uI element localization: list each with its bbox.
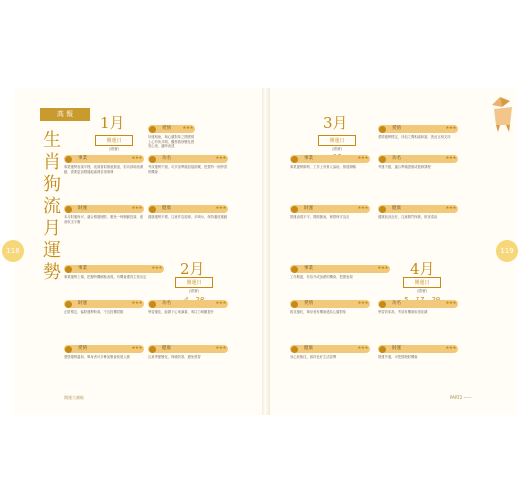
card-title: 功名 xyxy=(162,156,171,161)
clover-icon xyxy=(149,346,156,353)
fortune-card xyxy=(64,155,144,189)
card-text: 考運不錯，適合準備證照或進修課程 xyxy=(378,165,431,169)
month-title: 3月 xyxy=(323,114,348,132)
lucky-label: 開運日 xyxy=(403,277,441,288)
clover-icon xyxy=(379,206,386,213)
card-text: 健康運勢平穩，注意作息規律，多喝水，保持適度運動 xyxy=(148,215,228,219)
lucky-small: (國曆) xyxy=(189,289,199,293)
card-stars: ★★★ xyxy=(357,346,368,351)
clover-icon xyxy=(291,346,298,353)
origami-dog-icon xyxy=(488,95,516,133)
fortune-card xyxy=(64,265,164,299)
card-title: 健康 xyxy=(162,206,171,211)
card-title: 財運 xyxy=(78,301,87,306)
fortune-card xyxy=(290,155,370,189)
card-text: 財運亨通，可把握理財機會 xyxy=(378,355,418,359)
card-title: 愛情 xyxy=(162,126,171,131)
card-title: 財運 xyxy=(392,346,401,351)
coin-icon xyxy=(379,346,386,353)
fortune-card xyxy=(378,155,458,189)
heart-icon xyxy=(291,301,298,308)
card-stars: ★★★ xyxy=(131,301,142,306)
footer-left: 開運大補帖 xyxy=(64,395,84,400)
card-text: 愛情運勢溫和，單身者可多參加聚會拓展人脈 xyxy=(64,355,130,359)
card-text: 身心狀態佳，維持良好生活習慣 xyxy=(290,355,337,359)
card-title: 健康 xyxy=(162,346,171,351)
fortune-card xyxy=(64,205,144,239)
heart-icon xyxy=(65,346,72,353)
card-stars: ★★★ xyxy=(445,206,456,211)
coin-icon xyxy=(65,206,72,213)
card-text: 健康狀況良好，注意腸胃保養，飲食清淡 xyxy=(378,215,438,219)
card-title: 財運 xyxy=(78,206,87,211)
crown-icon xyxy=(291,266,298,273)
pen-icon xyxy=(379,301,386,308)
card-title: 愛情 xyxy=(304,301,313,306)
clover-icon xyxy=(149,206,156,213)
pen-icon xyxy=(149,156,156,163)
card-text: 注意季節變化，保暖防寒，避免感冒 xyxy=(148,355,201,359)
fortune-card xyxy=(378,300,458,334)
book-gutter xyxy=(262,88,270,415)
fortune-card xyxy=(148,300,228,334)
card-text: 愛情運勢穩定，伴侶之間相處和諧，彼此互相支持 xyxy=(378,135,451,139)
page-number-right: 119 xyxy=(496,240,518,262)
lucky-label: 開運日 xyxy=(175,277,213,288)
card-title: 健康 xyxy=(304,346,313,351)
card-stars: ★★★ xyxy=(215,156,226,161)
fortune-card xyxy=(64,345,144,379)
lucky-label: 開運日 xyxy=(95,135,133,146)
card-title: 功名 xyxy=(162,301,171,306)
card-title: 功名 xyxy=(392,301,401,306)
card-title: 事業 xyxy=(304,266,313,271)
lucky-small: (國曆) xyxy=(332,147,342,151)
card-stars: ★★★ xyxy=(215,301,226,306)
card-text: 財運表現平平，開源節流，理財保守為宜 xyxy=(290,215,350,219)
section-tab: 高 報 xyxy=(40,108,90,121)
card-text: 正財穩定，偏財運勢較弱，不宜投機冒險 xyxy=(64,310,124,314)
card-text: 學習效率高，考試有機會取得佳績 xyxy=(378,310,428,314)
card-title: 事業 xyxy=(304,156,313,161)
coin-icon xyxy=(291,206,298,213)
vertical-title: 生肖狗流月運勢 xyxy=(43,130,61,283)
card-stars: ★★★ xyxy=(182,126,193,131)
card-title: 事業 xyxy=(78,266,87,271)
card-title: 健康 xyxy=(392,206,401,211)
card-text: 事業運勢表現平穩，表面看似無風無浪，但內部暗流湧動，需要更加穩健地處理各項事務 xyxy=(64,165,144,174)
fortune-card xyxy=(290,345,370,379)
month-title: 4月 xyxy=(410,260,435,278)
card-title: 愛情 xyxy=(78,346,87,351)
fortune-card xyxy=(290,265,390,299)
card-stars: ★★★ xyxy=(445,301,456,306)
card-text: 事業運勢順利，工作上有貴人協助，推展順暢 xyxy=(290,165,356,169)
card-stars: ★★★ xyxy=(131,156,142,161)
card-text: 學習運佳，能靜下心來讀書，專注力明顯提升 xyxy=(148,310,214,314)
card-stars: ★★★ xyxy=(445,346,456,351)
card-text: 桃花運旺，單身者有機會遇見心儀對象 xyxy=(290,310,347,314)
heart-icon xyxy=(149,126,156,133)
fortune-card xyxy=(148,155,228,189)
card-text: 本月財運尚可，適合穩健理財，避免一時衝動投資，留意收支平衡 xyxy=(64,215,144,224)
fortune-card xyxy=(148,205,228,239)
card-stars: ★★★ xyxy=(151,266,162,271)
month-title: 1月 xyxy=(100,114,125,132)
card-text: 考試運勢不錯，可多加準備迎接挑戰，把握每一個學習的機會 xyxy=(148,165,228,174)
fortune-card xyxy=(378,345,458,379)
fortune-card xyxy=(64,300,144,334)
card-stars: ★★★ xyxy=(215,346,226,351)
card-stars: ★★★ xyxy=(215,206,226,211)
lucky-small: (國曆) xyxy=(417,289,427,293)
card-title: 事業 xyxy=(78,156,87,161)
fortune-card xyxy=(378,125,458,159)
card-stars: ★★★ xyxy=(377,266,388,271)
crown-icon xyxy=(65,266,72,273)
fortune-card xyxy=(148,125,195,159)
footer-right: PART2 —— xyxy=(450,395,472,400)
card-text: 事業運勢上揚，把握時機積極表現，有機會獲得主管肯定 xyxy=(64,275,147,279)
card-stars: ★★★ xyxy=(445,126,456,131)
card-stars: ★★★ xyxy=(445,156,456,161)
pen-icon xyxy=(149,301,156,308)
card-stars: ★★★ xyxy=(357,206,368,211)
card-text: 工作順遂，有晉升或加薪的機會，把握表現 xyxy=(290,275,353,279)
crown-icon xyxy=(65,156,72,163)
fortune-card xyxy=(378,205,458,239)
card-title: 功名 xyxy=(392,156,401,161)
month-title: 2月 xyxy=(180,260,205,278)
crown-icon xyxy=(291,156,298,163)
card-stars: ★★★ xyxy=(131,346,142,351)
card-title: 愛情 xyxy=(392,126,401,131)
lucky-label: 開運日 xyxy=(318,135,356,146)
fortune-card xyxy=(290,205,370,239)
card-stars: ★★★ xyxy=(131,206,142,211)
coin-icon xyxy=(65,301,72,308)
fortune-card xyxy=(290,300,370,334)
fortune-card xyxy=(148,345,228,379)
page-number-left: 118 xyxy=(2,240,24,262)
lucky-small: (國曆) xyxy=(109,147,119,151)
heart-icon xyxy=(379,126,386,133)
card-stars: ★★★ xyxy=(357,156,368,161)
card-stars: ★★★ xyxy=(357,301,368,306)
card-title: 財運 xyxy=(304,206,313,211)
pen-icon xyxy=(379,156,386,163)
card-text: 好運相助，與心儀對象之間感情上心有所共鳴，觀察微妙變化感受心意，適時表達 xyxy=(148,135,195,149)
